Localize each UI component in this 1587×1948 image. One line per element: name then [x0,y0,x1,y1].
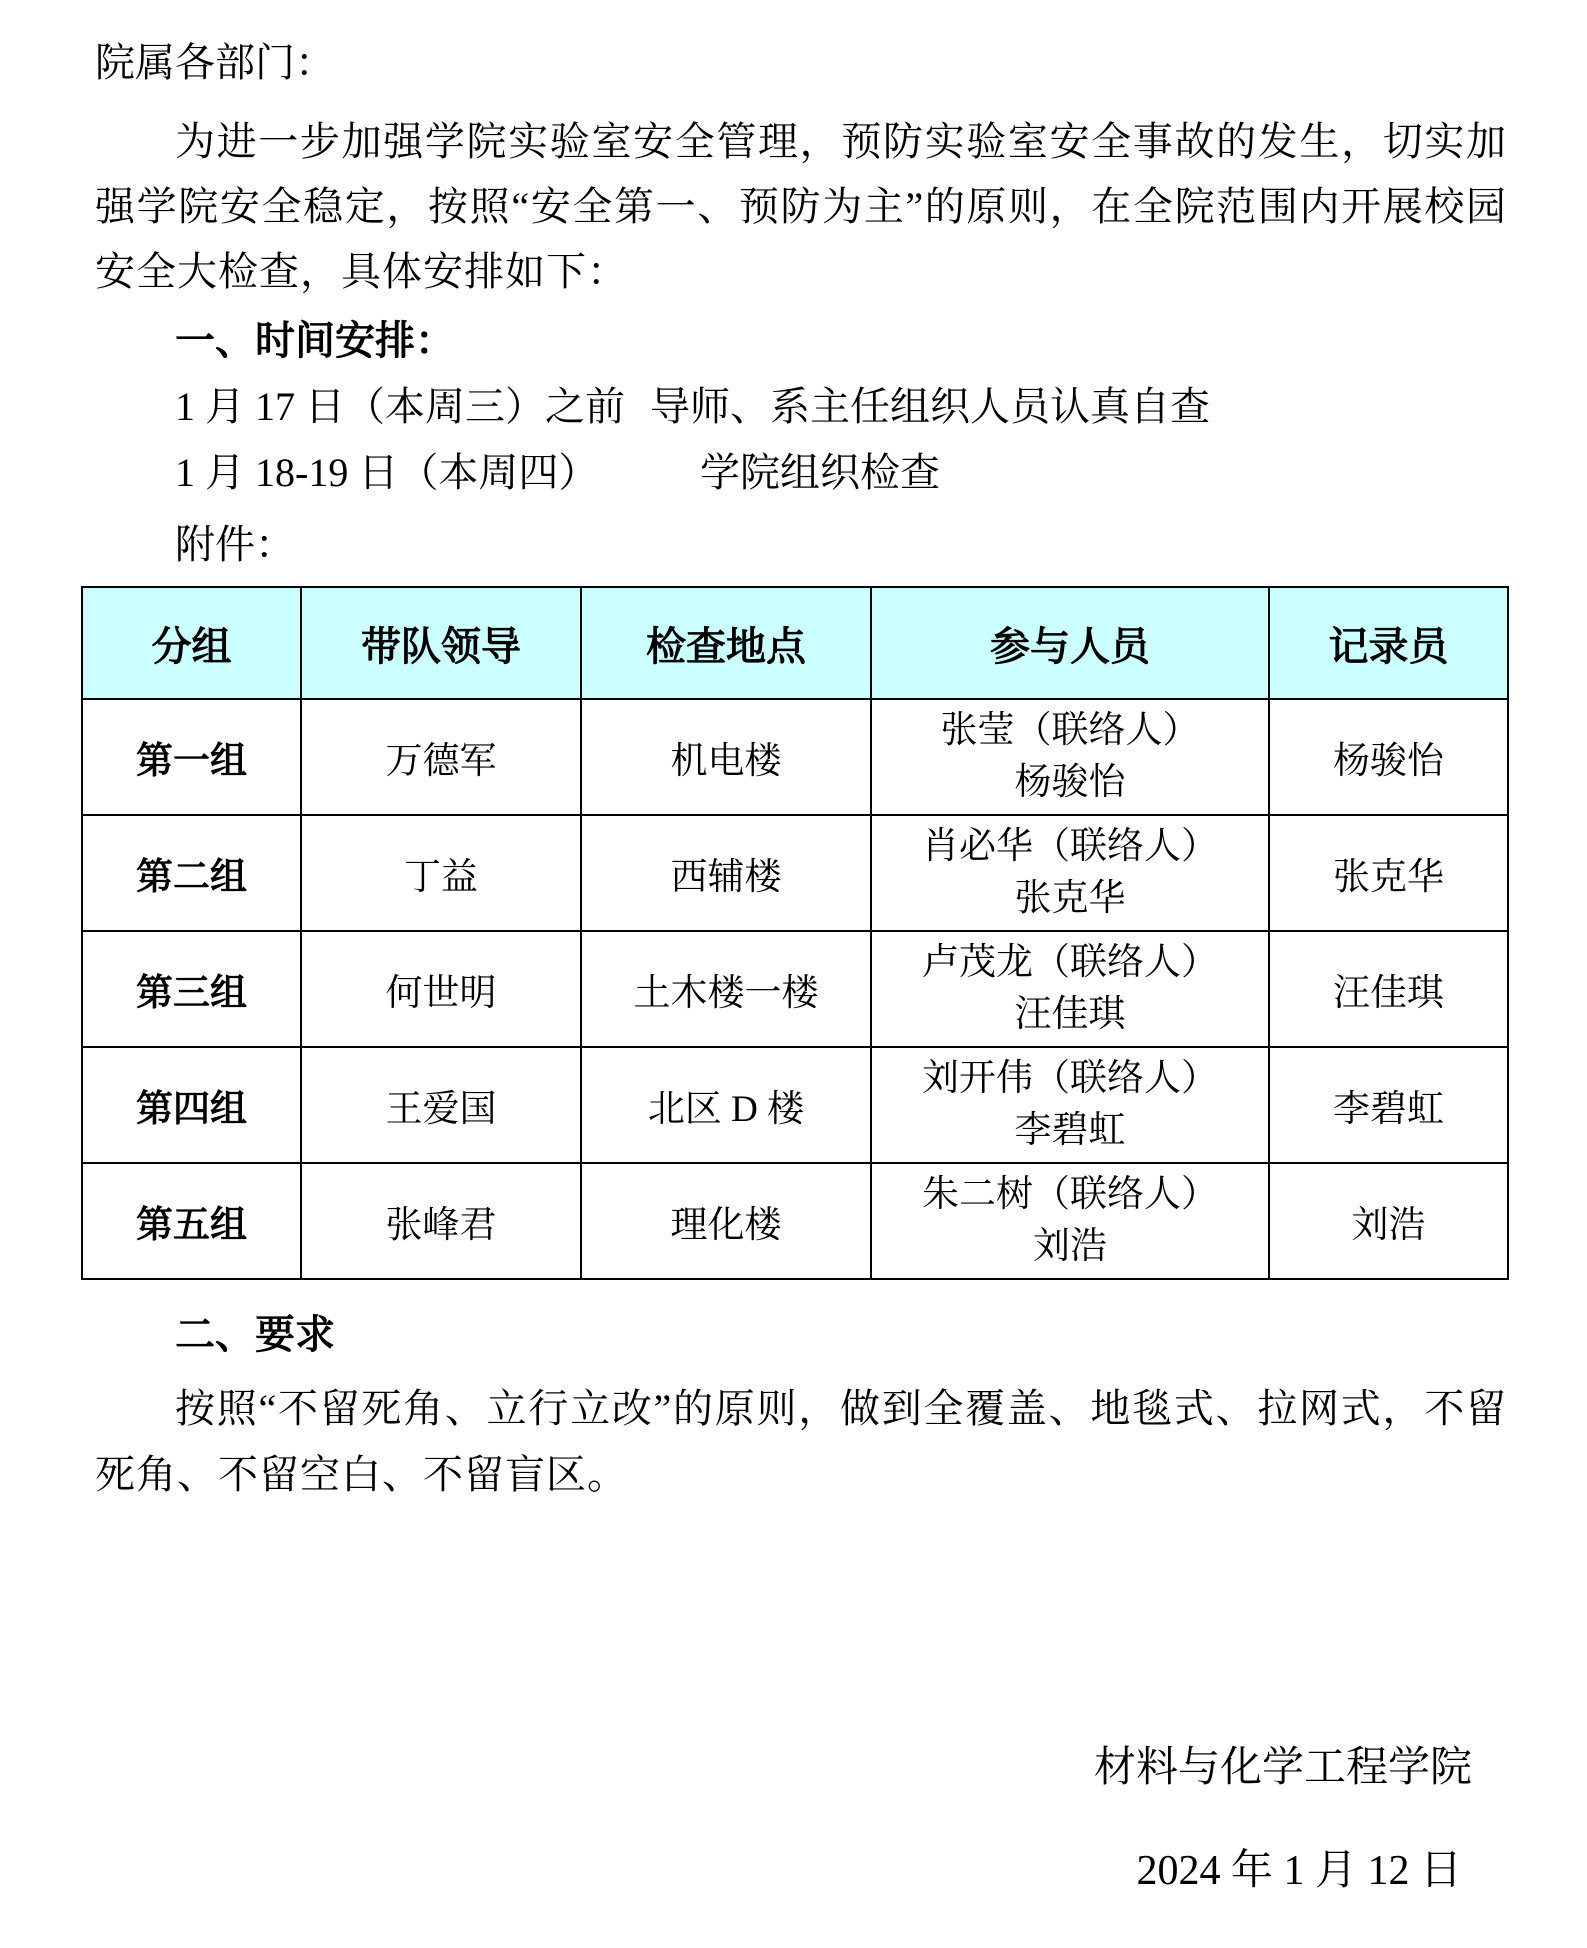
leader-cell: 何世明 [301,931,581,1047]
participants-cell: 刘开伟（联络人） 李碧虹 [871,1047,1269,1163]
signature: 材料与化学工程学院 [1093,1745,1472,1791]
intro-paragraph: 为进一步加强学院实验室安全管理，预防实验室安全事故的发生，切实加强学院安全稳定，按照“安全第一、预防为主”的原则，在全院范围内开展校园安全大检查，具体安排如下： [95,119,1507,294]
table-row [82,931,1508,1047]
column-header-recorder: 记录员 [1269,587,1508,699]
recorder-cell: 杨骏怡 [1269,699,1508,815]
section2-heading: 二、要求 [175,1313,335,1357]
group-cell: 第三组 [82,931,301,1047]
leader-cell: 张峰君 [301,1163,581,1279]
schedule-time-2: 1 月 18-19 日（本周四） [175,450,599,495]
recorder-cell: 张克华 [1269,815,1508,931]
leader-cell: 王爱国 [301,1047,581,1163]
schedule-time-1: 1 月 17 日（本周三）之前 [175,384,625,429]
group-cell: 第四组 [82,1047,301,1163]
participants-cell: 朱二树（联络人） 刘浩 [871,1163,1269,1279]
location-cell: 西辅楼 [581,815,871,931]
table-row [82,1047,1508,1163]
recorder-cell: 刘浩 [1269,1163,1508,1279]
salutation: 院属各部门： [95,40,335,85]
group-cell: 第一组 [82,699,301,815]
document-date: 2024 年 1 月 12 日 [1136,1848,1462,1894]
requirements-paragraph: 按照“不留死角、立行立改”的原则，做到全覆盖、地毯式、拉网式，不留死角、不留空白、不留盲区。 [95,1386,1507,1497]
leader-cell: 万德军 [301,699,581,815]
group-cell: 第五组 [82,1163,301,1279]
participants-cell: 卢茂龙（联络人） 汪佳琪 [871,931,1269,1047]
schedule-activity-2: 学院组织检查 [700,450,940,495]
group-cell: 第二组 [82,815,301,931]
participants-cell: 张莹（联络人） 杨骏怡 [871,699,1269,815]
table-header-row [82,587,1508,699]
recorder-cell: 李碧虹 [1269,1047,1508,1163]
location-cell: 理化楼 [581,1163,871,1279]
participants-cell: 肖必华（联络人） 张克华 [871,815,1269,931]
table-row [82,1163,1508,1279]
location-cell: 机电楼 [581,699,871,815]
location-cell: 北区 D 楼 [581,1047,871,1163]
column-header-leader: 带队领导 [301,587,581,699]
schedule-line-1 [175,374,1507,440]
schedule-activity-1: 导师、系主任组织人员认真自查 [650,384,1210,429]
attachment-label: 附件： [175,522,295,567]
column-header-location: 检查地点 [581,587,871,699]
table-row [82,699,1508,815]
column-header-group: 分组 [82,587,301,699]
location-cell: 土木楼一楼 [581,931,871,1047]
schedule-line-2 [175,440,1507,506]
recorder-cell: 汪佳琪 [1269,931,1508,1047]
leader-cell: 丁益 [301,815,581,931]
section1-heading: 一、时间安排： [175,319,455,363]
table-row [82,815,1508,931]
inspection-groups-table [81,586,1509,1280]
column-header-participants: 参与人员 [871,587,1269,699]
